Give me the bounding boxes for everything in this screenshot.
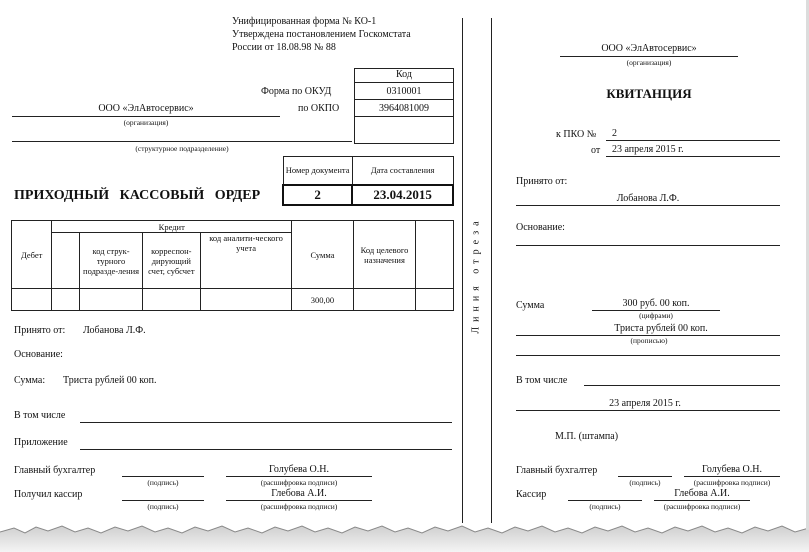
stamp-label: М.П. (штампа) (555, 431, 619, 442)
date-header: Дата составления (352, 157, 453, 185)
receipt-signature-caption-2: (подпись) (589, 502, 621, 511)
signature-caption-2: (подпись) (147, 502, 179, 511)
struct-header: код струк-турного подразде-ления (80, 233, 142, 289)
okud-label: Форма по ОКУД (261, 86, 332, 97)
cashier-received-label: Получил кассир (14, 489, 83, 500)
pko-number: 2 (612, 128, 617, 139)
org-name: ООО «ЭлАвтосервис» (98, 103, 194, 114)
from-label: от (591, 145, 601, 156)
analytic-header: код аналити-ческого учета (201, 233, 292, 289)
chief-accountant-name: Голубева О.Н. (269, 464, 329, 475)
form-line-3: России от 18.08.98 № 88 (232, 42, 336, 53)
doc-date: 23.04.2015 (352, 185, 453, 205)
receipt-title: КВИТАНЦИЯ (606, 86, 692, 101)
cashier-name: Глебова А.И. (271, 488, 327, 499)
receipt-received-label: Принято от: (516, 176, 568, 187)
purpose-header: Код целевого назначения (353, 221, 415, 289)
receipt-chief-label: Главный бухгалтер (516, 465, 598, 476)
receipt-org-name: ООО «ЭлАвтосервис» (601, 43, 697, 54)
receipt-org-caption: (организация) (626, 58, 672, 67)
receipt-basis-label: Основание: (516, 222, 565, 233)
decode-caption-2: (расшифровка подписи) (260, 502, 338, 511)
receipt-sum-digits: 300 руб. 00 коп. (622, 298, 690, 309)
words-caption: (прописью) (630, 336, 668, 345)
receipt-sum-label: Сумма (516, 300, 545, 311)
okpo-value: 3964081009 (379, 103, 429, 114)
receipt-cashier-name: Глебова А.И. (674, 488, 730, 499)
receipt-date: 23 апреля 2015 г. (612, 144, 684, 155)
cut-line-label: Линия отреза (470, 216, 482, 334)
okud-value: 0310001 (386, 86, 422, 97)
receipt-sum-words: Триста рублей 00 коп. (614, 323, 708, 334)
credit-header: Кредит (52, 221, 292, 233)
doc-number: 2 (283, 185, 352, 205)
debit-header: Дебет (12, 221, 52, 289)
received-from-value: Лобанова Л.Ф. (83, 325, 146, 336)
attachment-label: Приложение (14, 437, 68, 448)
sum-label: Сумма: (14, 375, 46, 386)
decode-caption-1: (расшифровка подписи) (260, 478, 338, 487)
sum-value: 300,00 (292, 289, 354, 311)
receipt-signature-caption-1: (подпись) (629, 478, 661, 487)
receipt-chief-name: Голубева О.Н. (702, 464, 762, 475)
form-line-1: Унифицированная форма № КО-1 (232, 16, 377, 27)
received-from-label: Принято от: (14, 325, 66, 336)
doc-title: ПРИХОДНЫЙ КАССОВЫЙ ОРДЕР (14, 188, 261, 203)
signature-caption-1: (подпись) (147, 478, 179, 487)
receipt-including-label: В том числе (516, 375, 568, 386)
receipt-date-bottom: 23 апреля 2015 г. (609, 398, 681, 409)
number-header: Номер документа (283, 157, 352, 185)
receipt-received-value: Лобанова Л.Ф. (616, 193, 680, 204)
code-header: Код (396, 69, 412, 80)
corr-header: корреспон-дирующий счет, субсчет (142, 233, 200, 289)
receipt-cashier-label: Кассир (516, 489, 547, 500)
receipt-decode-caption-1: (расшифровка подписи) (693, 478, 771, 487)
pko-label: к ПКО № (556, 129, 597, 140)
subdivision-caption: (структурное подразделение) (135, 144, 229, 153)
basis-label: Основание: (14, 349, 63, 360)
sum-header: Сумма (292, 221, 354, 289)
sum-words: Триста рублей 00 коп. (63, 375, 157, 386)
receipt-decode-caption-2: (расшифровка подписи) (663, 502, 741, 511)
org-caption: (организация) (123, 118, 169, 127)
digits-caption: (цифрами) (639, 311, 673, 320)
form-line-2: Утверждена постановлением Госкомстата (232, 29, 411, 40)
chief-accountant-label: Главный бухгалтер (14, 465, 96, 476)
including-label: В том числе (14, 410, 66, 421)
okpo-label: по ОКПО (298, 103, 340, 114)
